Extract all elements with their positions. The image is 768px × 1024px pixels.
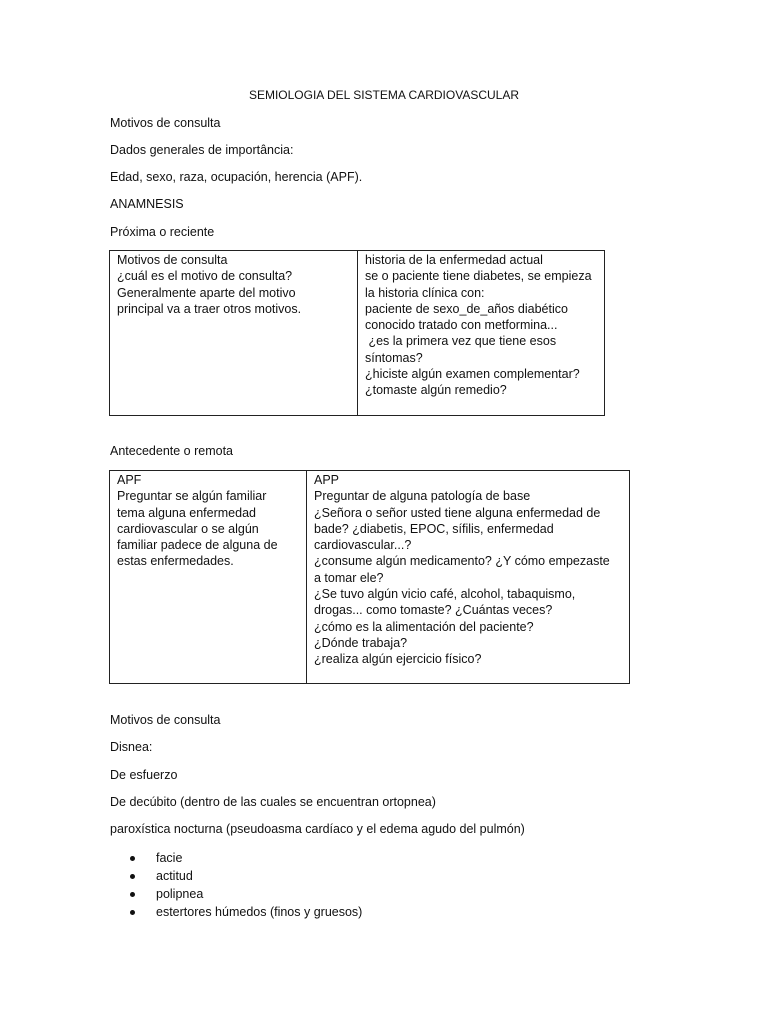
list-item-text: facie xyxy=(156,851,183,865)
paragraph-esfuerzo: De esfuerzo xyxy=(110,768,178,782)
table-antecedentes xyxy=(109,470,630,684)
paragraph-edad: Edad, sexo, raza, ocupación, herencia (APF). xyxy=(110,170,363,184)
table2-right-line: bade? ¿diabetis, EPOC, sífilis, enfermedad xyxy=(314,521,554,536)
heading-anamnesis: ANAMNESIS xyxy=(110,197,184,211)
heading-dados-generales: Dados generales de importância: xyxy=(110,143,294,157)
heading-proxima: Próxima o reciente xyxy=(110,225,215,239)
table1-left-line: principal va a traer otros motivos. xyxy=(117,301,302,316)
table-reciente xyxy=(109,250,605,416)
table2-right-line: ¿cómo es la alimentación del paciente? xyxy=(314,619,534,634)
table2-left-line: tema alguna enfermedad xyxy=(117,505,256,520)
heading-motivos-2: Motivos de consulta xyxy=(110,713,221,727)
table2-right-line: Preguntar de alguna patología de base xyxy=(314,489,531,504)
list-item-text: polipnea xyxy=(156,887,204,901)
table2-right-line: a tomar ele? xyxy=(314,570,384,585)
table2-left-line: estas enfermedades. xyxy=(117,554,234,569)
paragraph-paroxistica: paroxística nocturna (pseudoasma cardíaco y el edema agudo del pulmón) xyxy=(110,822,525,836)
table1-left-line: ¿cuál es el motivo de consulta? xyxy=(117,269,293,284)
table1-right-line: ¿tomaste algún remedio? xyxy=(365,383,507,398)
bullet-list xyxy=(130,849,362,921)
table2-left-cell xyxy=(110,471,307,684)
table2-right-line: ¿Señora o señor usted tiene alguna enfermedad de xyxy=(314,505,601,520)
table2-left-line: familiar padece de alguna de xyxy=(117,538,278,553)
list-item-text: actitud xyxy=(156,869,193,883)
table1-right-line: síntomas? xyxy=(365,350,423,365)
table1-right-line: ¿hiciste algún examen complementar? xyxy=(365,367,580,382)
heading-disnea: Disnea: xyxy=(110,740,153,754)
list-item-text: estertores húmedos (finos y gruesos) xyxy=(156,905,363,919)
table1-right-cell xyxy=(358,251,605,416)
table1-right-line: paciente de sexo_de_años diabético xyxy=(365,301,568,316)
document-title: SEMIOLOGIA DEL SISTEMA CARDIOVASCULAR xyxy=(248,88,520,102)
bullet-dot-icon xyxy=(130,856,135,861)
table2-right-line: cardiovascular...? xyxy=(314,538,412,553)
table2-right-line: APP xyxy=(314,473,340,487)
table2-right-line: ¿Dónde trabaja? xyxy=(314,635,408,650)
paragraph-decubito: De decúbito (dentro de las cuales se encuentran ortopnea) xyxy=(110,795,436,809)
bullet-dot-icon xyxy=(130,874,135,879)
heading-antecedente: Antecedente o remota xyxy=(110,444,233,458)
table2-left-line: cardiovascular o se algún xyxy=(117,521,259,536)
table2-right-line: drogas... como tomaste? ¿Cuántas veces? xyxy=(314,603,553,618)
table1-left-line: Generalmente aparte del motivo xyxy=(117,285,296,300)
table2-left-line: APF xyxy=(117,473,142,487)
table2-left-line: Preguntar se algún familiar xyxy=(117,489,267,504)
table2-right-cell xyxy=(307,471,630,684)
list-item xyxy=(130,849,362,867)
bullet-dot-icon xyxy=(130,910,135,915)
heading-motivos: Motivos de consulta xyxy=(110,116,221,130)
list-item xyxy=(130,867,362,885)
table2-right-line: ¿realiza algún ejercicio físico? xyxy=(314,652,482,667)
table2-right-line: ¿consume algún medicamento? ¿Y cómo empezaste xyxy=(314,554,610,569)
table2-right-line: ¿Se tuvo algún vicio café, alcohol, tabaquismo, xyxy=(314,587,576,602)
list-item xyxy=(130,885,362,903)
table1-right-line: historia de la enfermedad actual xyxy=(365,253,543,267)
table1-right-line: ¿es la primera vez que tiene esos xyxy=(365,334,557,349)
list-item xyxy=(130,903,362,921)
bullet-dot-icon xyxy=(130,892,135,897)
table1-right-line: conocido tratado con metformina... xyxy=(365,318,558,333)
table1-left-cell xyxy=(110,251,358,416)
table1-right-line: la historia clínica con: xyxy=(365,285,485,300)
table1-right-line: se o paciente tiene diabetes, se empieza xyxy=(365,269,592,284)
table1-left-line: Motivos de consulta xyxy=(117,253,228,267)
